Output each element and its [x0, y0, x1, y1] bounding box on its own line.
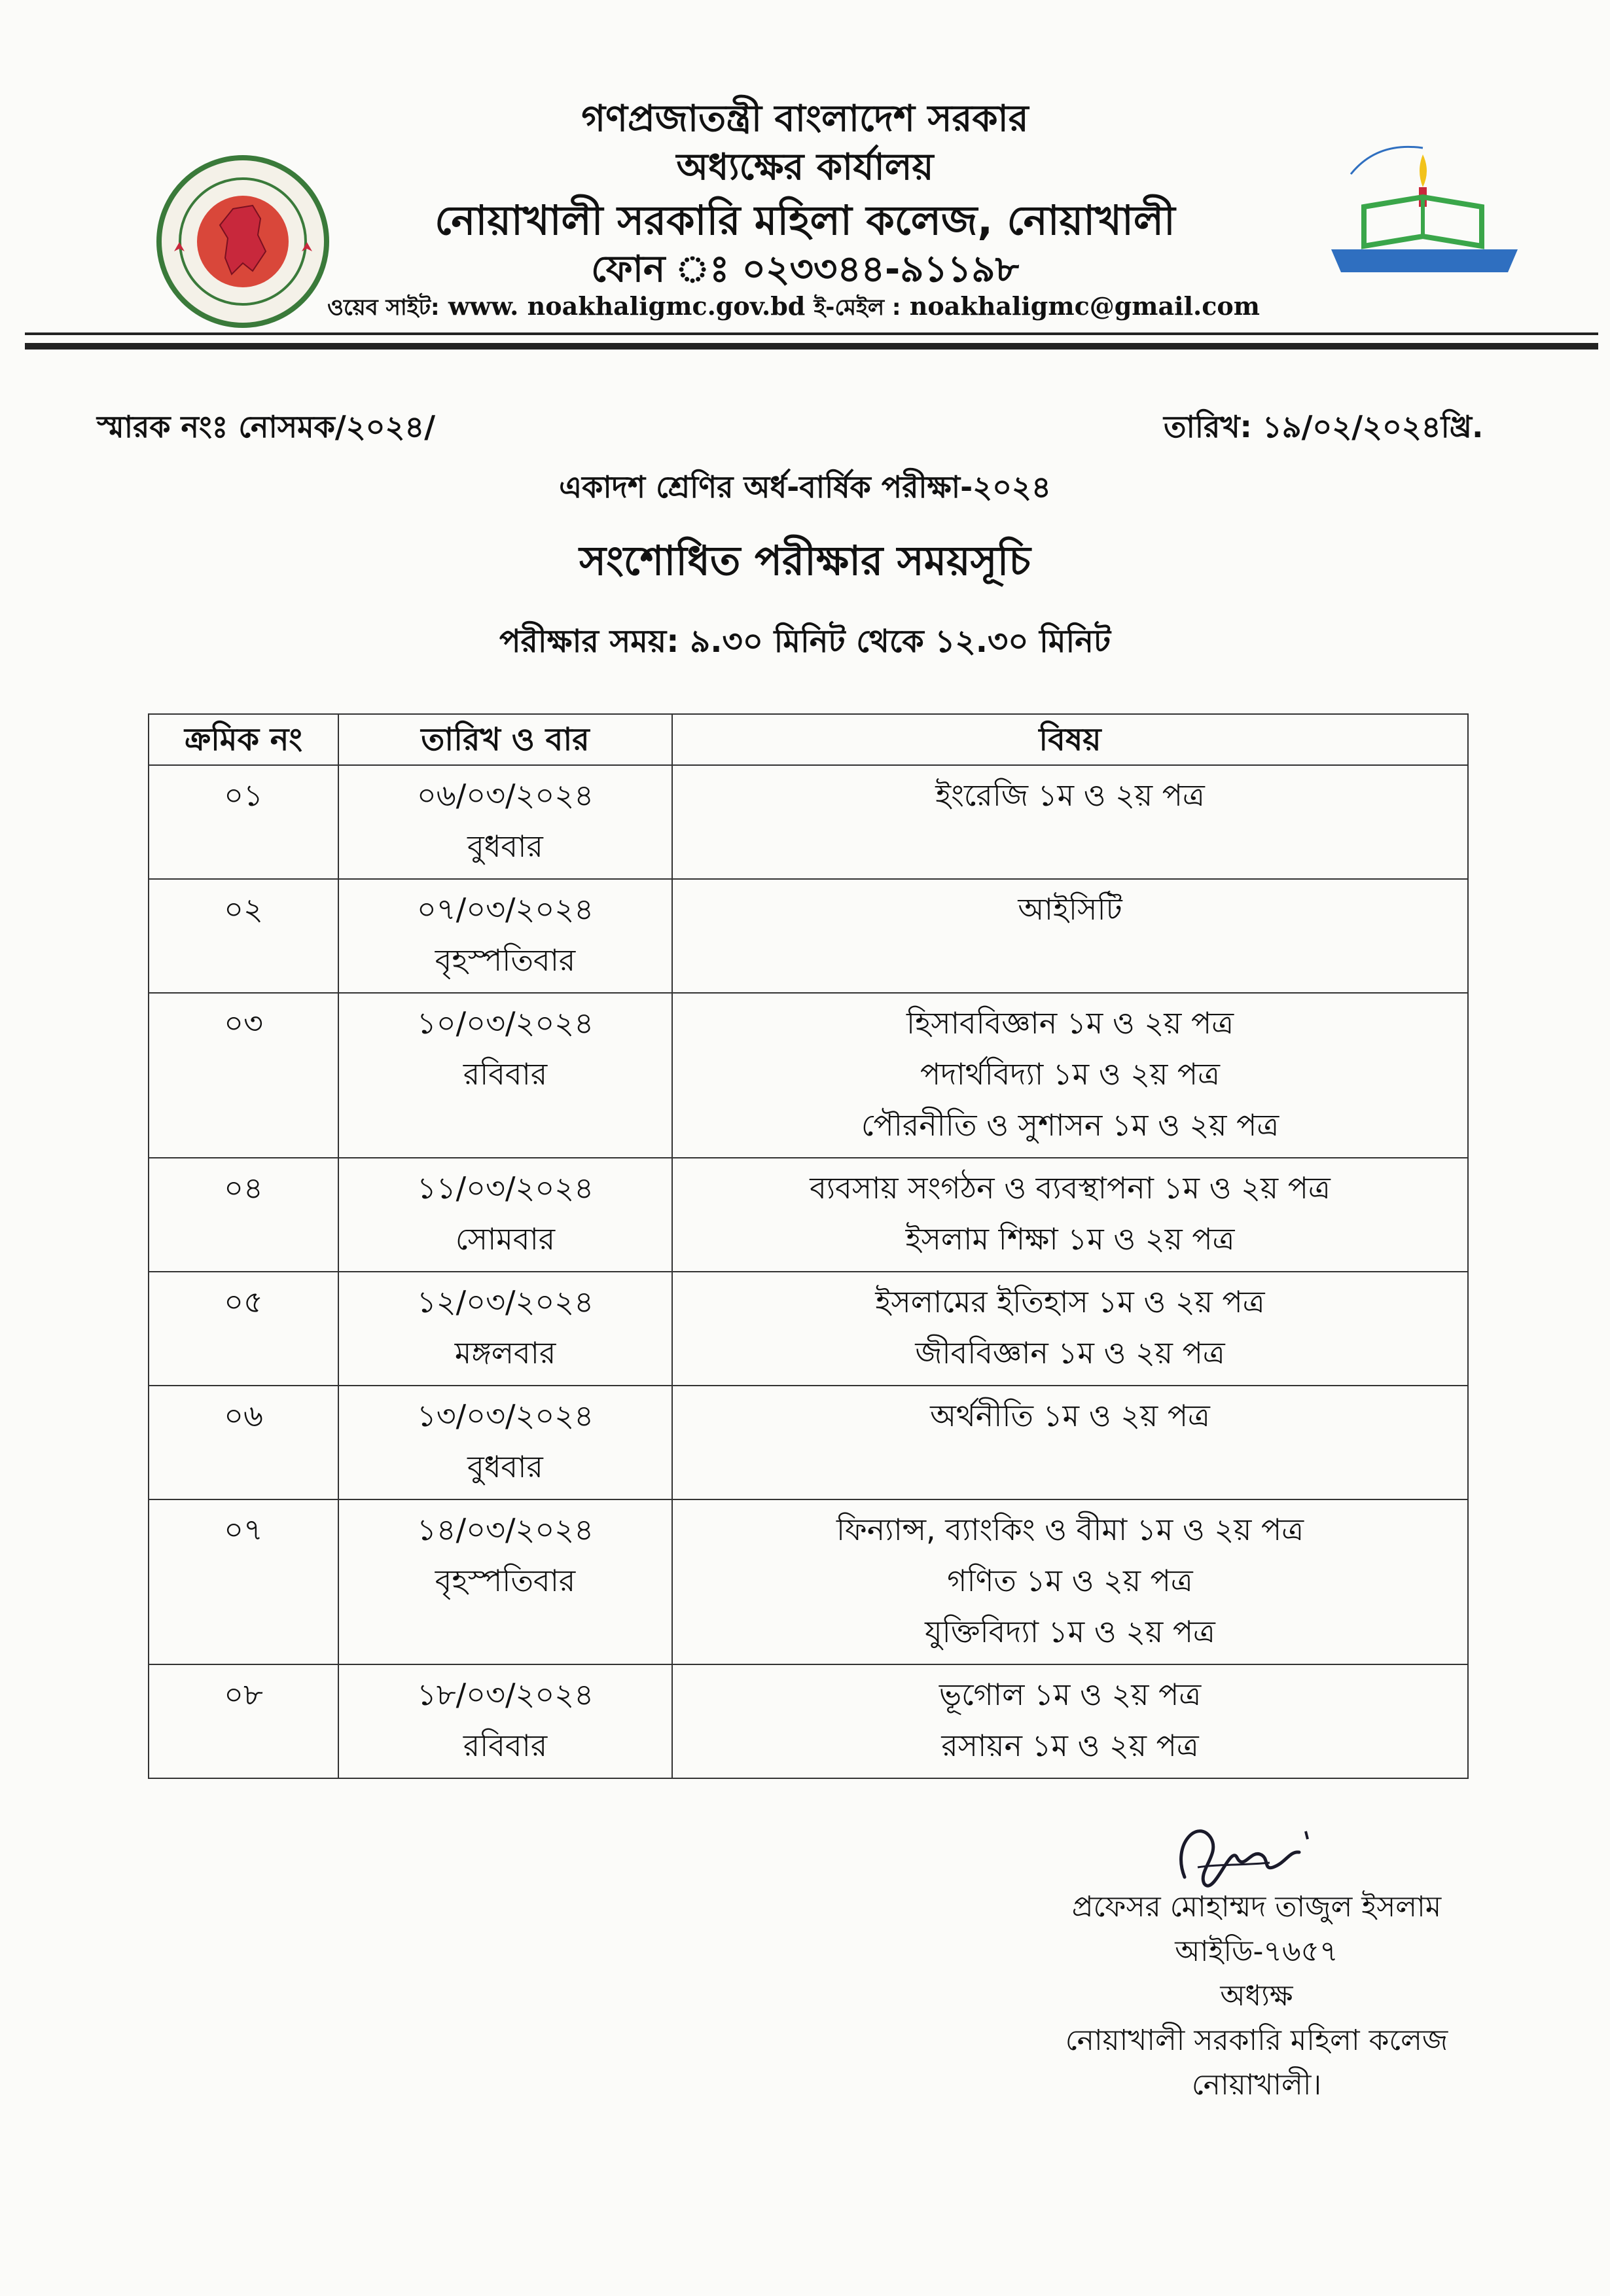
date-cell — [338, 1664, 672, 1778]
serial-cell: ০৫ — [149, 1272, 338, 1386]
serial-cell: ০৪ — [149, 1158, 338, 1272]
exam-date: ০৭/০৩/২০২৪ — [416, 891, 594, 927]
subject-cell — [672, 1499, 1468, 1664]
serial-cell: ০২ — [149, 879, 338, 993]
subject-cell — [672, 1386, 1468, 1499]
subject: রসায়ন ১ম ও ২য় পত্র — [941, 1728, 1199, 1763]
subject-cell — [672, 993, 1468, 1158]
signatory-place: নোয়াখালী। — [1191, 2068, 1322, 2102]
subject: জীববিজ্ঞান ১ম ও ২য় পত্র — [915, 1335, 1225, 1371]
signatory-college: নোয়াখালী সরকারি মহিলা কলেজ — [1065, 2024, 1448, 2057]
table-row — [149, 993, 1468, 1158]
table-row — [149, 1664, 1468, 1778]
header-serial: ক্রমিক নং — [149, 714, 338, 765]
website-link[interactable]: www. noakhaligmc.gov.bd — [448, 291, 806, 321]
schedule-title: সংশোধিত পরীক্ষার সময়সূচি — [579, 537, 1031, 584]
subject: গণিত ১ম ও ২য় পত্র — [947, 1563, 1193, 1598]
email-link[interactable]: noakhaligmc@gmail.com — [909, 291, 1260, 321]
subject: ব্যবসায় সংগঠন ও ব্যবস্থাপনা ১ম ও ২য় পত্র — [810, 1170, 1331, 1206]
subject: পদার্থবিদ্যা ১ম ও ২য় পত্র — [920, 1056, 1220, 1092]
table-row — [149, 1499, 1468, 1664]
serial-cell: ০১ — [149, 765, 338, 879]
exam-day: রবিবার — [463, 1728, 548, 1763]
subject: ফিন্যান্স, ব্যাংকিং ও বীমা ১ম ও ২য় পত্র — [836, 1512, 1304, 1547]
exam-schedule-table — [148, 713, 1469, 1779]
signatory-name: প্রফেসর মোহাম্মদ তাজুল ইসলাম — [1071, 1890, 1442, 1924]
date-cell — [338, 765, 672, 879]
subject: ইংরেজি ১ম ও ২য় পত্র — [935, 778, 1205, 813]
serial-cell: ০৮ — [149, 1664, 338, 1778]
header-college-name: নোয়াখালী সরকারি মহিলা কলেজ, নোয়াখালী — [435, 196, 1175, 244]
exam-day: রবিবার — [463, 1056, 548, 1092]
exam-day: বুধবার — [467, 829, 543, 864]
table-row — [149, 1158, 1468, 1272]
subject-cell — [672, 1664, 1468, 1778]
subject: যুক্তিবিদ্যা ১ম ও ২য় পত্র — [925, 1614, 1215, 1649]
date-cell — [338, 1386, 672, 1499]
signatory-id: আইডি-৭৬৫৭ — [1175, 1935, 1338, 1968]
table-row — [149, 1272, 1468, 1386]
subject: ইসলাম শিক্ষা ১ম ও ২য় পত্র — [905, 1221, 1235, 1257]
header-divider-thin — [25, 332, 1598, 335]
table-header-row — [149, 714, 1468, 765]
exam-date: ১৮/০৩/২০২৪ — [416, 1677, 594, 1712]
issue-date: তারিখ: ১৯/০২/২০২৪খ্রি. — [1164, 409, 1484, 444]
subject-cell — [672, 1272, 1468, 1386]
date-cell — [338, 1272, 672, 1386]
exam-date: ১০/০৩/২০২৪ — [416, 1005, 594, 1041]
exam-day: বৃহস্পতিবার — [435, 942, 576, 978]
signatory-block — [1021, 1885, 1492, 2108]
serial-cell: ০৭ — [149, 1499, 338, 1664]
subject: আইসিটি — [1018, 891, 1122, 927]
exam-date: ০৬/০৩/২০২৪ — [416, 778, 594, 813]
subject: হিসাববিজ্ঞান ১ম ও ২য় পত্র — [906, 1005, 1234, 1041]
exam-date: ১২/০৩/২০২৪ — [416, 1284, 594, 1319]
exam-day: সোমবার — [455, 1221, 556, 1257]
subject: ভূগোল ১ম ও ২য় পত্র — [939, 1677, 1202, 1712]
exam-date: ১৪/০৩/২০২৪ — [416, 1512, 594, 1547]
header-date-day: তারিখ ও বার — [338, 714, 672, 765]
date-cell — [338, 993, 672, 1158]
exam-date: ১৩/০৩/২০২৪ — [416, 1398, 594, 1433]
subject: ইসলামের ইতিহাস ১ম ও ২য় পত্র — [875, 1284, 1265, 1319]
exam-time: পরীক্ষার সময়: ৯.৩০ মিনিট থেকে ১২.৩০ মিনিট — [499, 623, 1111, 660]
subject: অর্থনীতি ১ম ও ২য় পত্র — [930, 1398, 1210, 1433]
header-phone: ফোন ঃ ০২৩৩৪৪-৯১১৯৮ — [591, 248, 1019, 291]
subject-cell — [672, 879, 1468, 993]
date-cell — [338, 1499, 672, 1664]
header-subject: বিষয় — [672, 714, 1468, 765]
subject-cell — [672, 765, 1468, 879]
exam-title: একাদশ শ্রেণির অর্ধ-বার্ষিক পরীক্ষা-২০২৪ — [559, 469, 1051, 505]
subject: পৌরনীতি ও সুশাসন ১ম ও ২য় পত্র — [861, 1107, 1279, 1143]
table-row — [149, 1386, 1468, 1499]
exam-day: মঙ্গলবার — [454, 1335, 556, 1371]
header-government: গণপ্রজাতন্ত্রী বাংলাদেশ সরকার — [581, 98, 1029, 140]
header-divider-thick — [25, 343, 1598, 350]
header-office: অধ্যক্ষের কার্যালয় — [676, 146, 934, 188]
serial-cell: ০৩ — [149, 993, 338, 1158]
serial-cell: ০৬ — [149, 1386, 338, 1499]
exam-day: বৃহস্পতিবার — [435, 1563, 576, 1598]
memo-number: স্মারক নংঃ নোসমক/২০২৪/ — [97, 409, 436, 444]
website-label: ওয়েব সাইট: — [327, 295, 440, 321]
table-row — [149, 765, 1468, 879]
email-label: ই-মেইল : — [814, 295, 901, 321]
subject-cell — [672, 1158, 1468, 1272]
exam-date: ১১/০৩/২০২৪ — [416, 1170, 594, 1206]
exam-day: বুধবার — [467, 1449, 543, 1484]
header-contact-line — [327, 291, 1260, 328]
table-row — [149, 879, 1468, 993]
signatory-title: অধ্যক্ষ — [1220, 1979, 1293, 2013]
date-cell — [338, 1158, 672, 1272]
date-cell — [338, 879, 672, 993]
